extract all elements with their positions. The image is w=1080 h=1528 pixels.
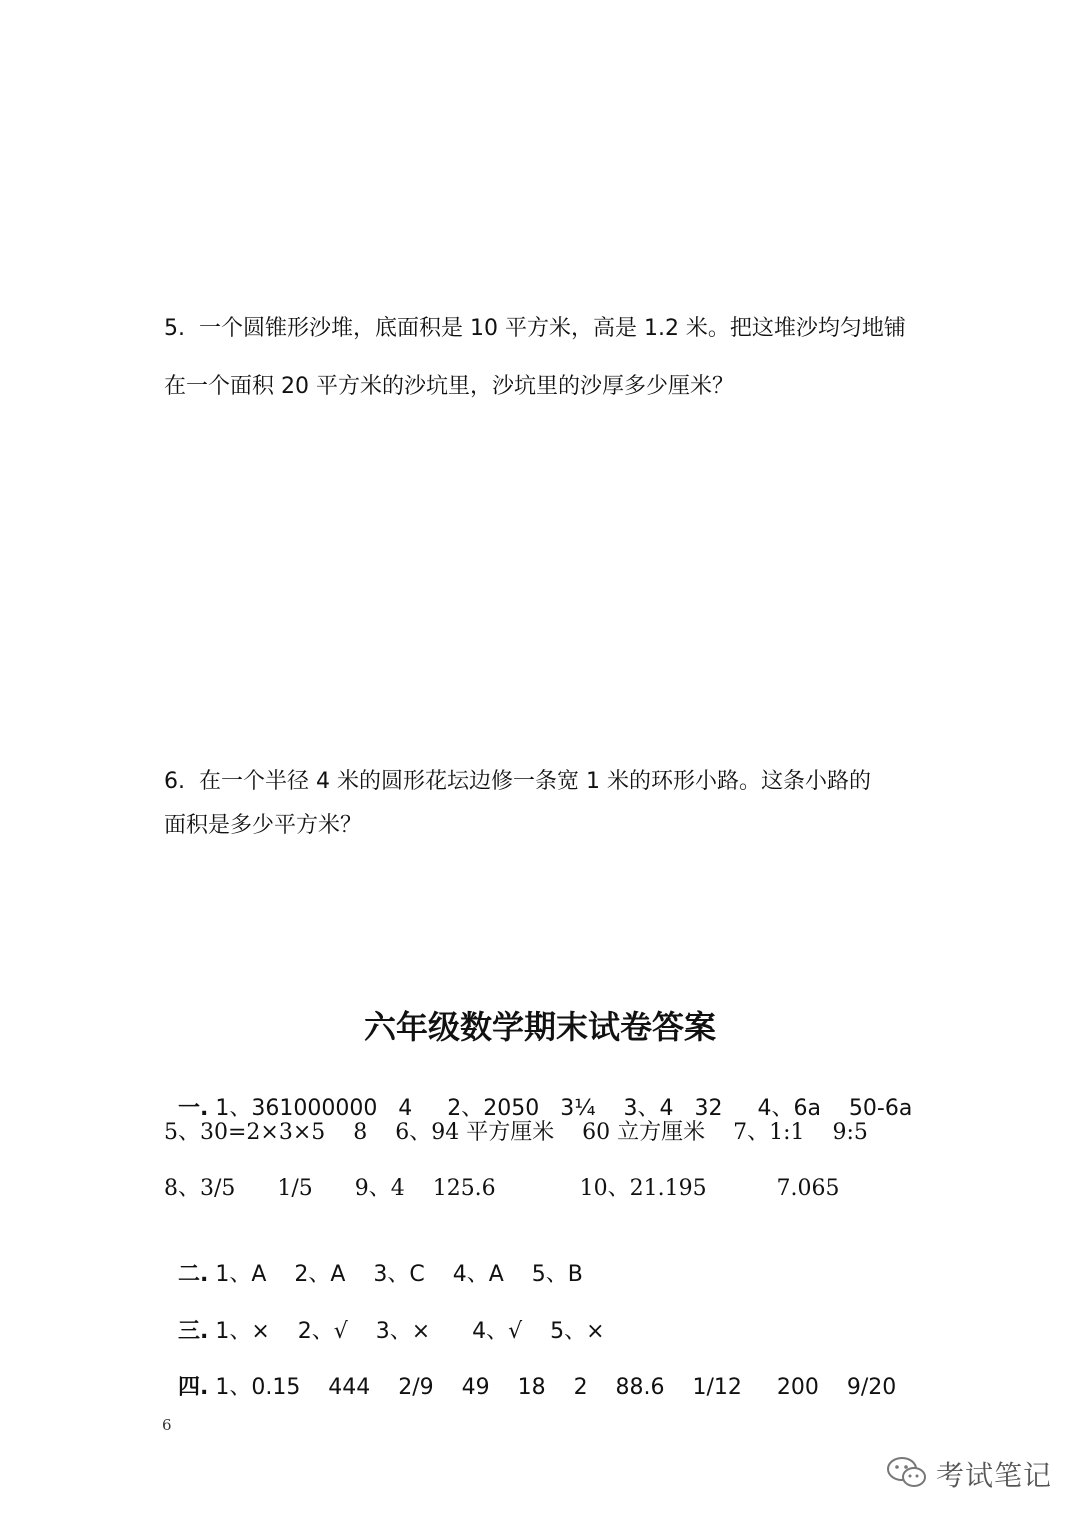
answer-title: 六年级数学期末试卷答案 [363, 1008, 716, 1046]
answer-section-1-line-2: 5、30=2×3×5 8 6、94 平方厘米 60 立方厘米 7、1:1 9:5 [164, 1120, 868, 1145]
section-marker: 一. [178, 1096, 209, 1121]
answer-text: 1、361000000 4 2、2050 3¼ 3、4 32 4、6a 50-6a [208, 1096, 913, 1121]
section-marker: 二. [178, 1262, 209, 1287]
section-marker: 四. [178, 1375, 209, 1400]
watermark [886, 1450, 1052, 1498]
answer-section-1 [164, 1064, 912, 1124]
answer-section-1-line-3: 8、3/5 1/5 9、4 125.6 10、21.195 7.065 [164, 1176, 840, 1201]
question-6-line-2: 面积是多少平方米？ [164, 813, 363, 838]
question-5-line-2: 在一个面积 20 平方米的沙坑里，沙坑里的沙厚多少厘米？ [164, 374, 734, 399]
answer-text: 1、0.15 444 2/9 49 18 2 88.6 1/12 200 9/20 [208, 1375, 897, 1400]
wechat-icon [886, 1454, 928, 1494]
answer-section-4 [164, 1343, 896, 1403]
watermark-text: 考试笔记 [936, 1459, 1053, 1492]
answer-section-3 [164, 1287, 605, 1347]
answer-text: 1、A 2、A 3、C 4、A 5、B [208, 1262, 583, 1287]
answer-text: 1、× 2、√ 3、× 4、√ 5、× [208, 1319, 605, 1344]
question-5-line-1: 5. 一个圆锥形沙堆，底面积是 10 平方米，高是 1.2 米。把这堆沙均匀地铺 [164, 316, 906, 341]
answer-section-2 [164, 1230, 583, 1290]
page-number: 6 [162, 1416, 172, 1434]
question-6-line-1: 6. 在一个半径 4 米的圆形花坛边修一条宽 1 米的环形小路。这条小路的 [164, 769, 871, 794]
section-marker: 三. [178, 1319, 209, 1344]
